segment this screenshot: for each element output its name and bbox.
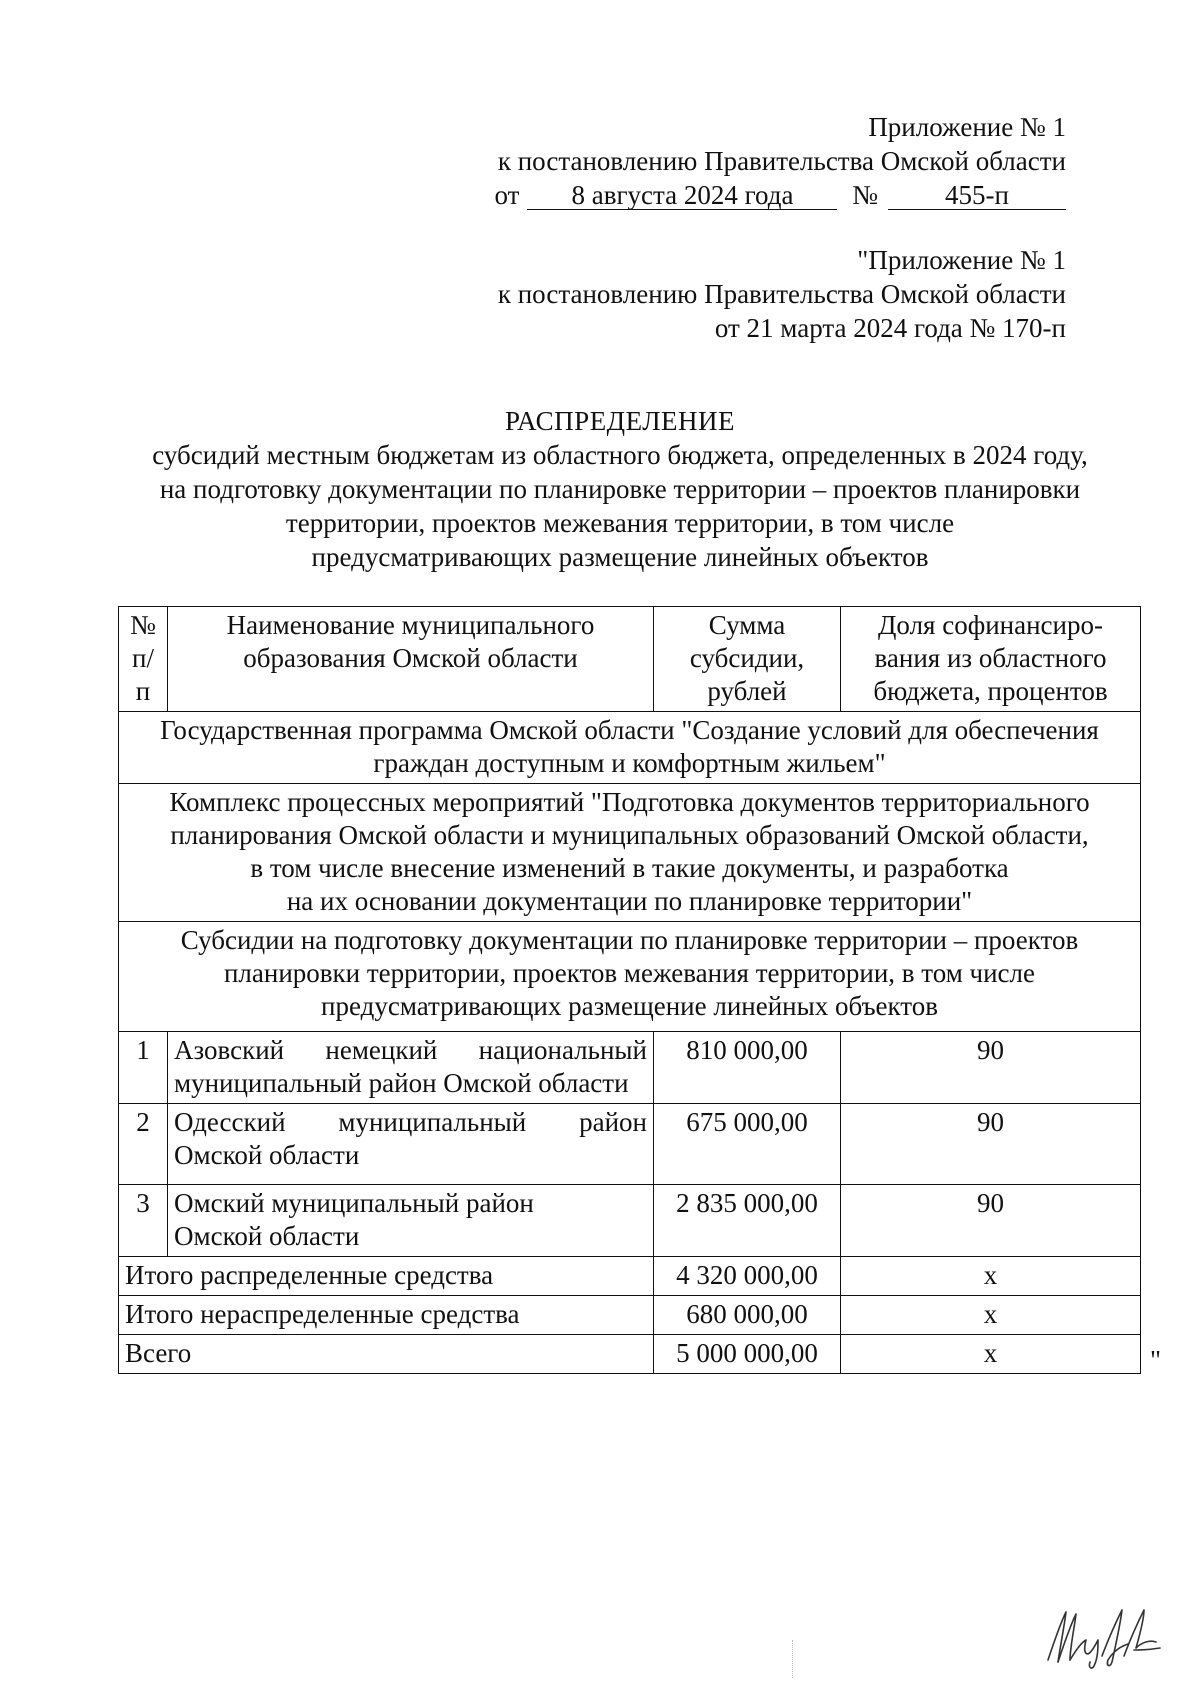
program-row [119,712,1141,784]
cofinancing-share: 90 [841,1104,1141,1185]
header-text: образования Омской области [243,643,578,673]
closing-quote: " [1150,1345,1162,1375]
handwritten-signature [1040,1600,1170,1670]
row-number: 1 [119,1032,168,1104]
header-text: рублей [707,676,787,706]
complex-text: на их основании документации по планировке территории" [286,886,973,916]
table-row [119,1185,1141,1257]
subsidy-text: Субсидии на подготовку документации по планировке территории – проектов [180,925,1079,955]
title-main: РАСПРЕДЕЛЕНИЕ [504,406,736,436]
cofinancing-share: 90 [841,1032,1141,1104]
header-text: п/п [132,643,154,706]
municipality-name-line: Омский муниципальный район [174,1188,534,1218]
subsidy-text: предусматривающих размещение линейных объектов [321,991,938,1021]
total-sum: 4 320 000,00 [654,1257,841,1296]
total-row [119,1257,1141,1296]
total-share: х [841,1257,1141,1296]
quoted-appendix-reference: к постановлению Правительства Омской области [497,279,1066,309]
document-title [120,404,1120,574]
title-line: территории, проектов межевания территории, в том числе [285,508,955,538]
resolution-date: 8 августа 2024 года [527,181,837,210]
distribution-table [118,606,1141,1374]
subsidy-sum: 675 000,00 [654,1104,841,1185]
title-line: субсидий местным бюджетам из областного бюджета, определенных в 2024 году, [152,440,1088,470]
appendix-title: Приложение № 1 [868,112,1066,142]
appendix-date-number [495,178,1066,212]
total-row [119,1335,1141,1374]
total-label: Итого нераспределенные средства [119,1296,654,1335]
header-text: бюджета, процентов [873,676,1108,706]
table-header-row [119,607,1141,712]
resolution-number: 455-п [888,181,1066,210]
complex-text: планирования Омской области и муниципальных образований Омской области, [170,820,1089,850]
subsidy-sum: 810 000,00 [654,1032,841,1104]
header-text: № [130,610,156,640]
quoted-appendix-title: "Приложение № 1 [857,245,1066,275]
total-label: Итого распределенные средства [119,1257,654,1296]
row-number: 3 [119,1185,168,1257]
total-sum: 5 000 000,00 [654,1335,841,1374]
program-text: Государственная программа Омской области "Создание условий для обеспечения [160,715,1099,745]
subsidy-text: планировки территории, проектов межевания территории, в том числе [223,958,1035,988]
header-name [168,607,654,712]
municipality-name: Азовский немецкий национальный муниципальный район Омской области [168,1032,654,1104]
table-row [119,1104,1141,1185]
total-share: х [841,1296,1141,1335]
complex-text: Комплекс процессных мероприятий "Подготовка документов территориального [169,787,1090,817]
header-text: Сумма [708,610,786,640]
header-text: вания из областного [874,643,1107,673]
municipality-name-line: Омской области [174,1221,360,1251]
from-label: от [494,180,520,210]
subsidy-row [119,922,1141,1032]
total-sum: 680 000,00 [654,1296,841,1335]
cofinancing-share: 90 [841,1185,1141,1257]
header-share [841,607,1141,712]
row-number: 2 [119,1104,168,1185]
complex-text: в том числе внесение изменений в такие документы, и разработка [250,853,1009,883]
appendix-reference: к постановлению Правительства Омской области [497,146,1066,176]
complex-cell [119,784,1141,922]
program-text: граждан доступным и комфортным жильем" [373,748,886,778]
quoted-appendix-date: от 21 марта 2024 года № 170-п [714,313,1066,343]
total-share: х [841,1335,1141,1374]
header-sum [654,607,841,712]
total-label: Всего [119,1335,654,1374]
table-row [119,1032,1141,1104]
appendix-header [495,110,1066,212]
subsidy-sum: 2 835 000,00 [654,1185,841,1257]
header-number [119,607,168,712]
title-line: предусматривающих размещение линейных объектов [311,542,929,572]
number-sign: № [852,180,878,210]
program-cell [119,712,1141,784]
header-text: Доля софинансиро- [878,610,1103,640]
municipality-name: Одесский муниципальный район Омской области [168,1104,654,1185]
header-text: Наименование муниципального [226,610,595,640]
quoted-appendix-header [498,243,1066,345]
municipality-name [168,1185,654,1257]
total-row [119,1296,1141,1335]
subsidy-cell [119,922,1141,1032]
title-line: на подготовку документации по планировке территории – проектов планировки [159,474,1081,504]
scan-mark [792,1640,794,1678]
header-text: субсидии, [689,643,805,673]
complex-row [119,784,1141,922]
